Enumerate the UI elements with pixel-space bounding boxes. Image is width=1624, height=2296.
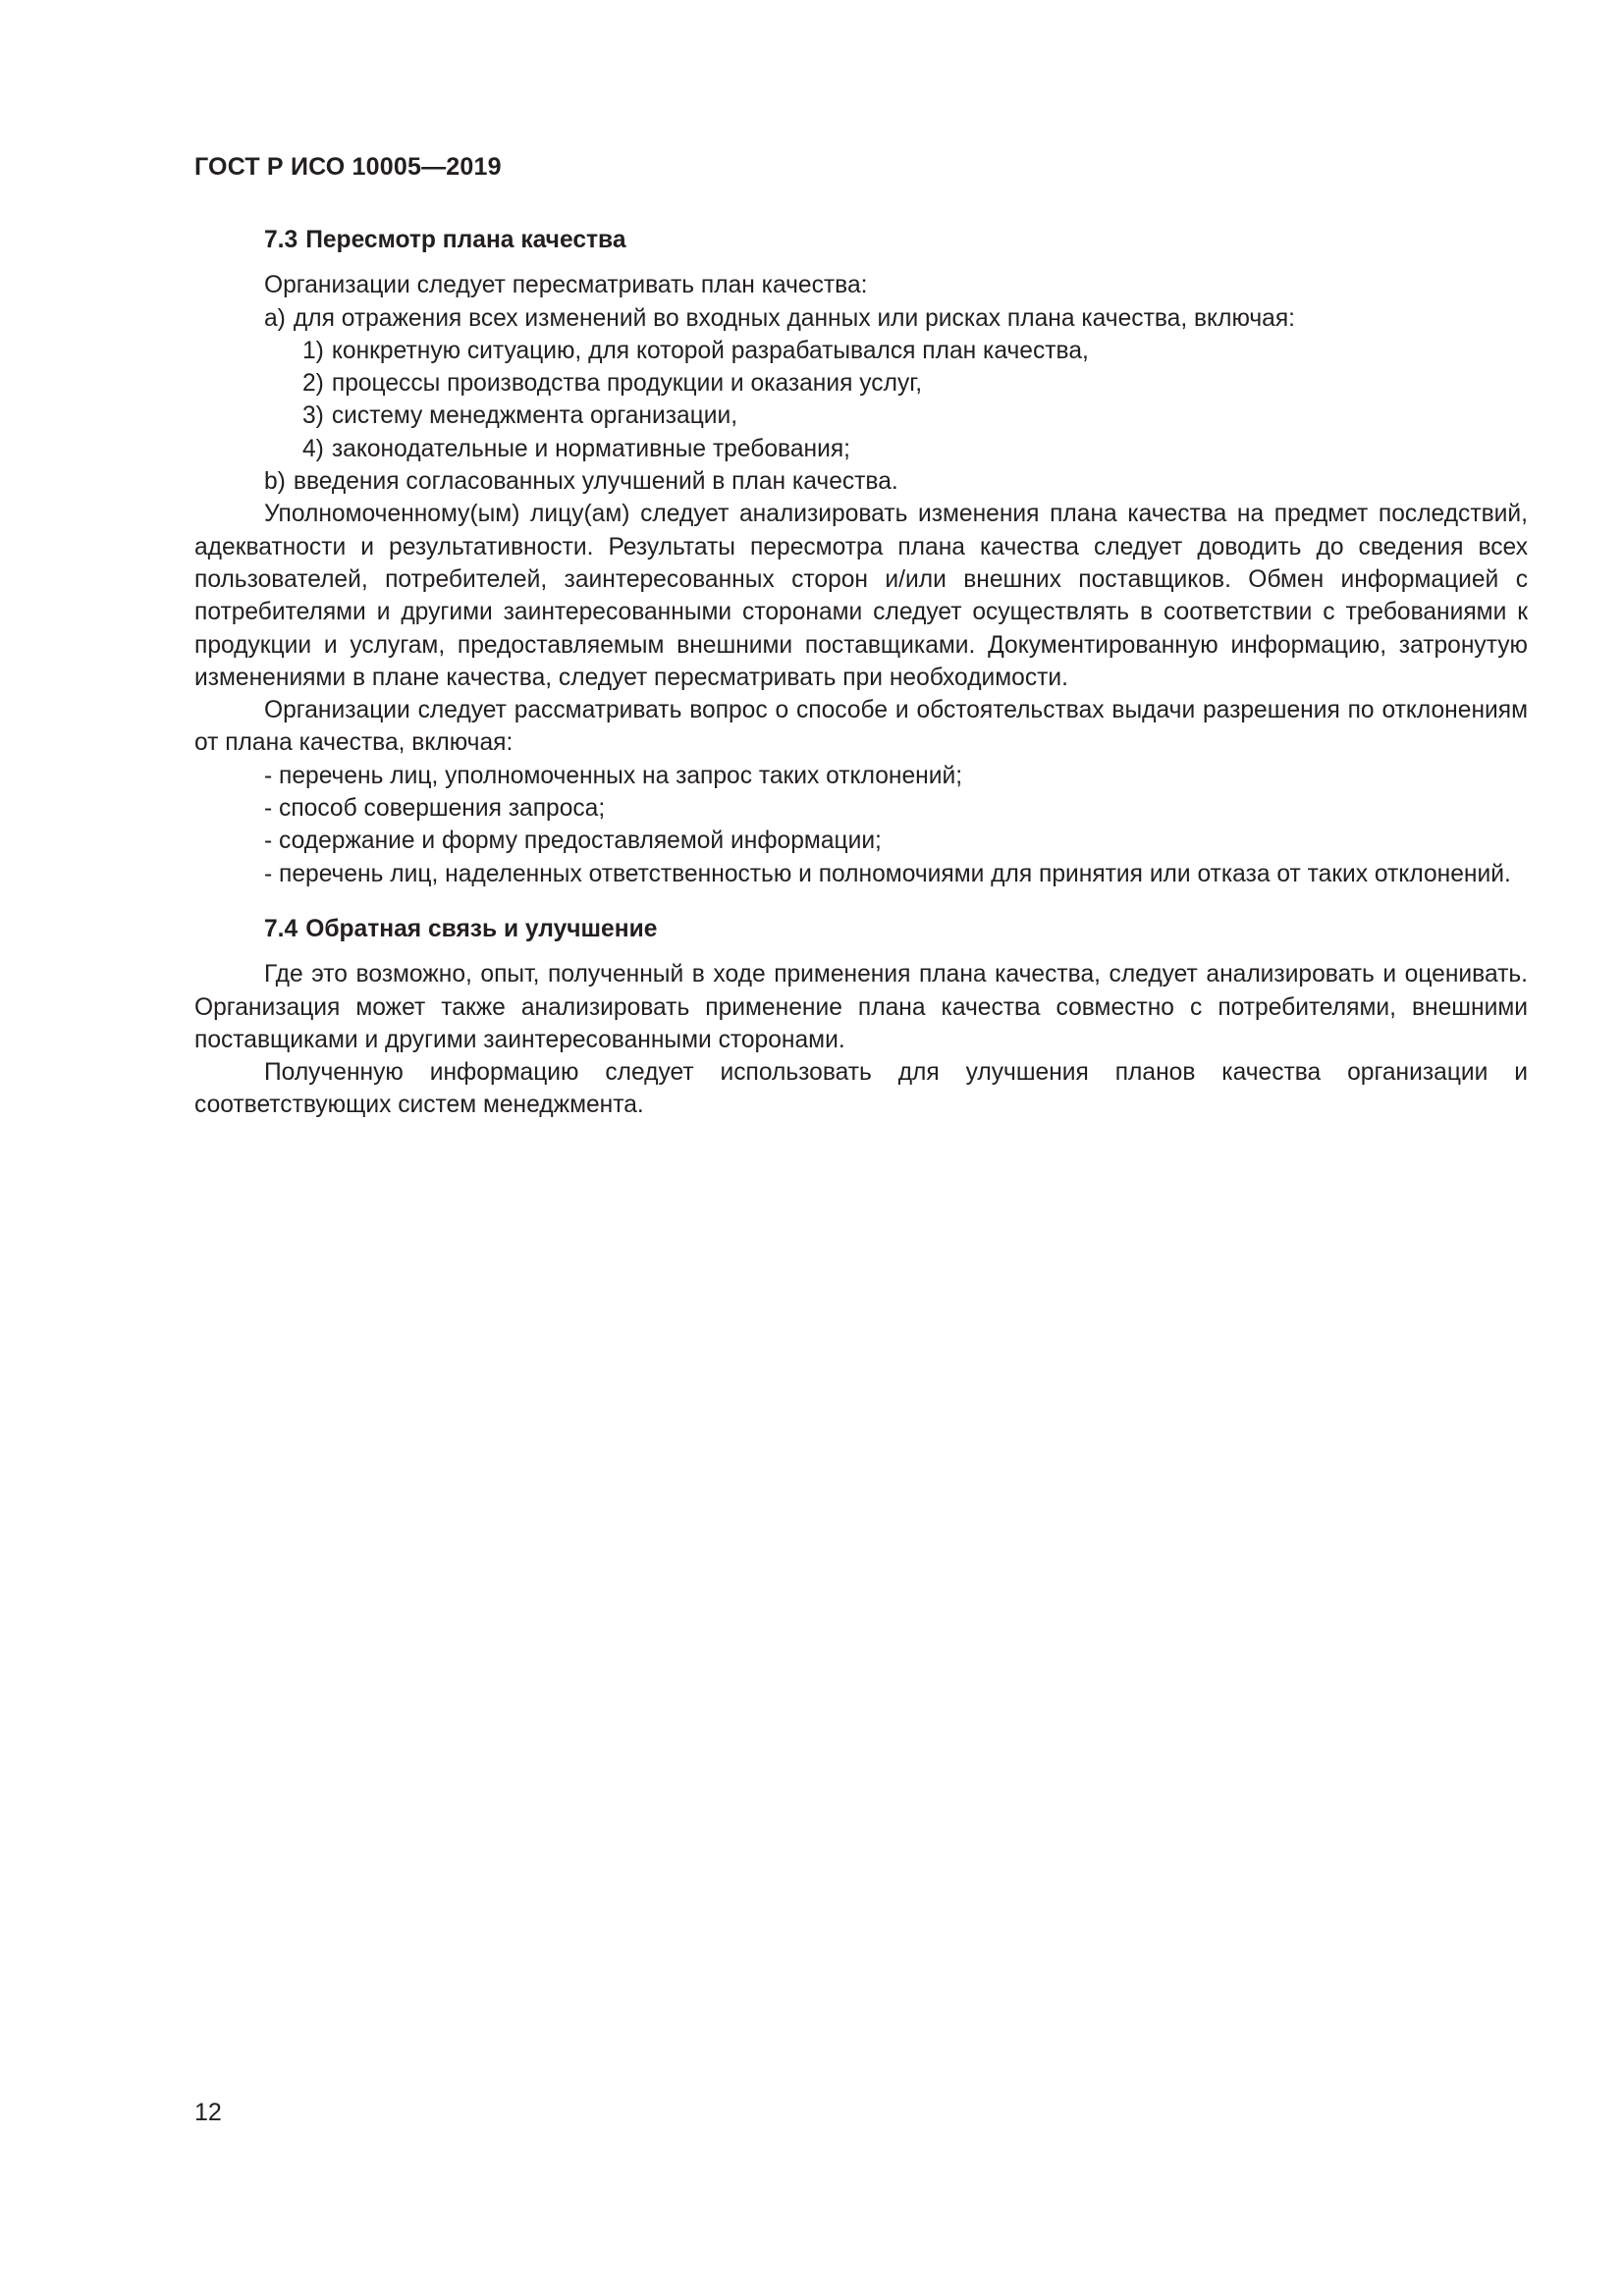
paragraph-intro: Организации следует пересматривать план качества: <box>264 272 868 299</box>
sublist-marker: 3) <box>302 402 324 430</box>
dash-list-item: - содержание и форму предоставляемой информации; <box>264 828 882 855</box>
dash-list-item: - перечень лиц, наделенных ответственностью и полномочиями для принятия или отказа от таких отклонений. <box>264 860 1511 887</box>
sublist-item-text: законодательные и нормативные требования; <box>331 435 850 462</box>
page-content <box>194 224 1528 1122</box>
section-title: Пересмотр плана качества <box>305 227 626 253</box>
list-item-text: введения согласованных улучшений в план качества. <box>293 468 898 496</box>
sublist-item <box>194 433 1528 465</box>
sublist-item <box>194 335 1528 367</box>
dash-list-item: - перечень лиц, уполномоченных на запрос таких отклонений; <box>264 762 963 789</box>
sublist-marker: 4) <box>302 435 324 462</box>
page-number: 12 <box>194 2099 222 2126</box>
section-heading-7-3 <box>194 224 1528 256</box>
paragraph-experience: Где это возможно, опыт, полученный в ходе применения плана качества, следует анализировать и оценивать. Организация может также анализировать применение плана качества совместно с потребителями, внешними поставщиками и другими заинтересованными сторонами. <box>194 961 1528 1053</box>
paragraph-improvement: Полученную информацию следует использовать для улучшения планов качества организации и соответствующих систем менеджмента. <box>194 1059 1528 1119</box>
sublist-item-text: процессы производства продукции и оказания услуг, <box>331 370 923 398</box>
paragraph-deviation: Организации следует рассматривать вопрос о способе и обстоятельствах выдачи разрешения по отклонениям от плана качества, включая: <box>194 697 1528 757</box>
sublist-marker: 2) <box>302 370 324 398</box>
list-marker: b) <box>264 468 286 496</box>
sublist-item <box>194 367 1528 400</box>
dash-list-item: - способ совершения запроса; <box>264 795 606 823</box>
sublist-item-text: систему менеджмента организации, <box>331 402 738 430</box>
section-number: 7.4 <box>264 915 298 942</box>
sublist-item-text: конкретную ситуацию, для которой разрабатывался план качества, <box>331 337 1089 364</box>
list-item-b <box>194 465 1528 498</box>
list-marker: a) <box>264 304 286 332</box>
section-number: 7.3 <box>264 227 298 253</box>
sublist-item <box>194 400 1528 432</box>
list-item-a <box>194 302 1528 335</box>
paragraph-authorized-persons: Уполномоченному(ым) лицу(ам) следует анализировать изменения плана качества на предмет последствий, адекватности и результативности. Результаты пересмотра плана качества следует доводить до сведения всех пользователей, потребителей, заинтересованных сторон и/или внешних поставщиков. Обмен информацией с потребителями и другими заинтересованными сторонами следует осуществлять в соответствии с требованиями к продукции и услугам, предоставляемым внешними поставщиками. Документированную информацию, затронутую изменениями в плане качества, следует пересматривать при необходимости. <box>194 501 1528 691</box>
sublist-marker: 1) <box>302 337 324 364</box>
list-item-text: для отражения всех изменений во входных данных или рисках плана качества, включая: <box>293 304 1295 332</box>
document-header: ГОСТ Р ИСО 10005—2019 <box>194 153 502 181</box>
section-heading-7-4 <box>194 913 1528 945</box>
section-title: Обратная связь и улучшение <box>305 915 658 942</box>
